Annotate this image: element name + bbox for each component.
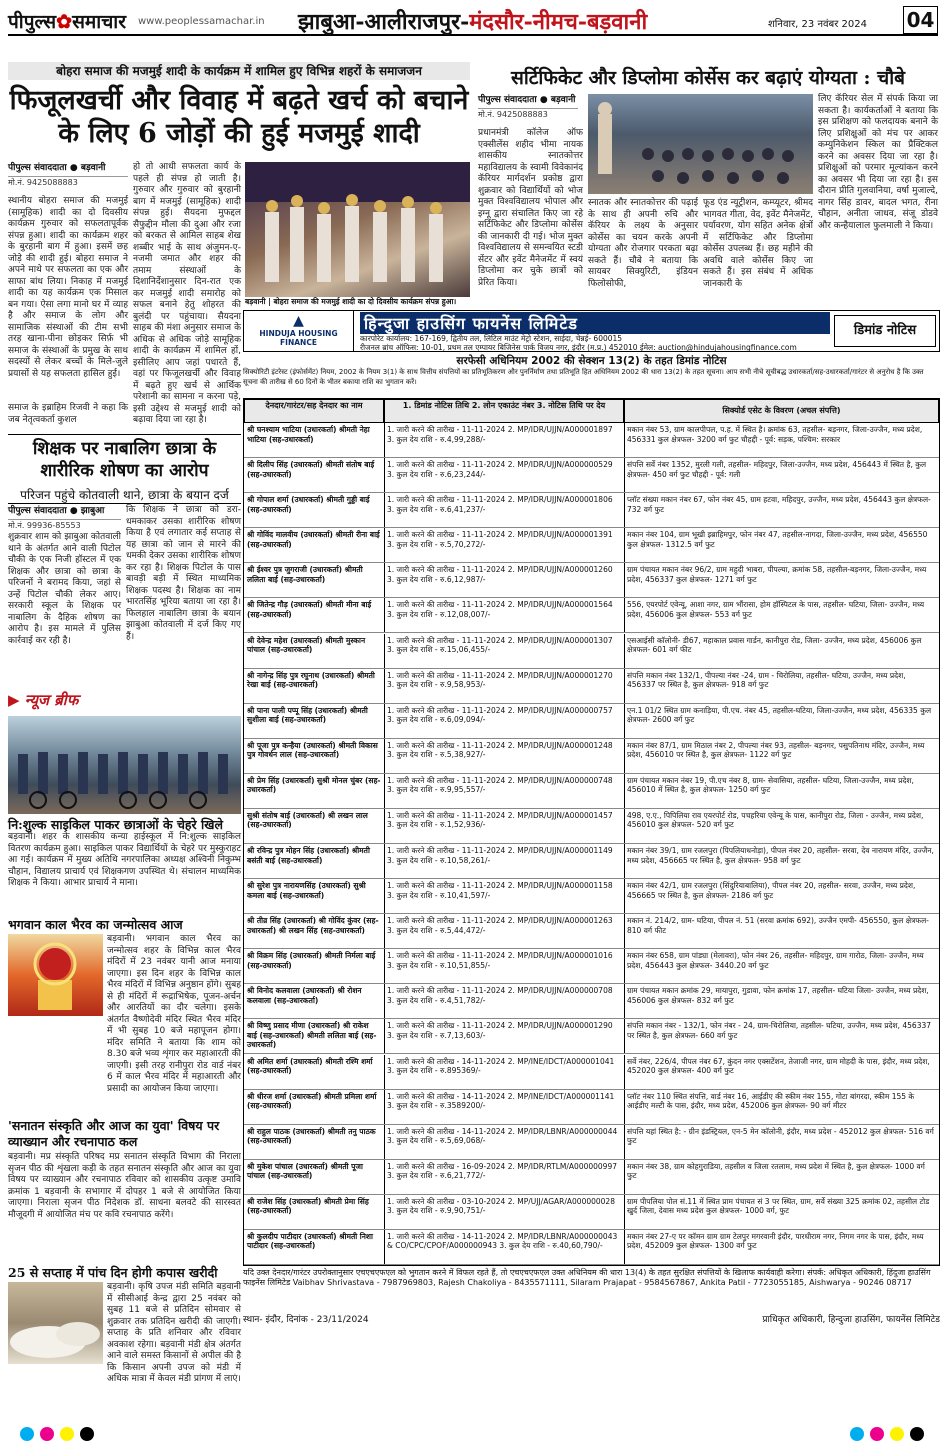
table-row <box>244 1019 939 1054</box>
students-illustration <box>8 716 241 814</box>
column-divider <box>384 563 385 597</box>
column-divider <box>624 844 625 878</box>
cyan-swatch-right-icon <box>850 1427 864 1441</box>
borrower-cell: श्री पूजा पुत्र कन्हैया (उधारकर्ता) श्रीमती विकास पुत्र गोवर्धन लाल (सह-उधारकर्ता) <box>247 740 378 760</box>
notice-ref-cell: 1. जारी करने की तारीख - 11-11-2024 2. MP/IDR/UJJN/A000001158 3. कुल देय राशि - रु.10,41,597/- <box>387 881 613 900</box>
column-divider <box>624 458 625 492</box>
property-cell: मकान नंबर 39/1, ग्राम रजलपुरा (पिपलियाधनोड़ा), पीपल नंबर 20, तहसील- सरवा, देव नारायण मंदिर, उज्जैन, मध्य प्रदेश, 456665 पर स्थित है, कुल क्षेत्रफल- 958 वर्ग फुट <box>627 846 934 865</box>
property-cell: प्लॉट नंबर 110 स्थित संपत्ति, वार्ड नंबर 16, आईडीए की स्कीम नंबर 155, गोटा बांगरदा, स्कीम 155 के आईडीए मल्टी के पास, इंदौर, मध्य प्रदेश, 452006 कुल क्षेत्रफल- 90 वर्ग मीटर <box>627 1091 915 1111</box>
column-divider <box>624 423 625 457</box>
borrower-cell: श्री गोविंद मालवीय (उधारकर्ता) श्रीमती रीना बाई (सह-उधारकर्ता) <box>247 530 380 549</box>
hinduja-logo: ▲ HINDUJA HOUSING FINANCE <box>244 311 354 351</box>
col-header-property: सिक्योर्ड एसेट के विवरण (अचल संपत्ति) <box>624 399 939 423</box>
borrower-cell: श्री सुरेश पुत्र नारायणसिंह (उधारकर्ता) सुश्री कमला बाई (सह-उधारकर्ता) <box>247 881 366 900</box>
notice-ref-cell: 1. जारी करने की तारीख - 11-11-2024 2. MP/IDR/UJJN/A000000748 3. कुल देय राशि - रु.9,95,557/- <box>387 775 613 795</box>
lead-mobile: मो.नं. 9425088883 <box>8 178 78 187</box>
property-cell: ग्राम पंचायत मकान नंबर 19, पी.एच नंबर 8, ग्राम- सेवासिया, तहसील- घटिया, जिला-उज्जैन, मध्य प्रदेश, 456010 में स्थित है, कुल क्षेत्रफल- 1250 वर्ग फुट <box>627 775 914 795</box>
brief-arrow-icon: ▶ <box>8 691 25 709</box>
borrower-cell: श्री विनोद कलवाला (उधारकर्ता) श्री रोशन कलवाला (सह-उधारकर्ता) <box>247 986 362 1005</box>
column-divider <box>624 704 625 738</box>
property-cell: 498, ए.ए., पिपिलिया राव एयरपोर्ट रोड, पचहरिया एवेन्यू के पास, कानीपुरा रोड, जिला - उज्जैन, मध्य प्रदेश, 456010 कुल क्षेत्रफल- 520 वर्ग फुट <box>627 810 924 830</box>
notice-ref-cell: 1. जारी करने की तारीख - 14-11-2024 2. MP/IDR/LBNR/A000000043 & CO/CPC/CPOF/A000000943 3. कुल देय राशि - रु.40,60,790/- <box>387 1231 618 1251</box>
property-cell: ग्राम पीपलिया पोल सं.11 में स्थित प्राम पंचायत सं 3 पर स्थित, ग्राम, सर्वे संख्या 325 क्रमांक 02, तहसील टोड खुर्द जिला, देवास मध्य प्रदेश कुल क्षेत्रफल- 1000 वर्ग, फुट <box>627 1196 930 1216</box>
table-row <box>244 458 939 493</box>
notice-place-date: स्थान- इंदौर, दिनांक - 23/11/2024 प्राधिकृत अधिकारी, हिन्दुजा हाउसिंग, फायनेंस लिमिटेड <box>243 1312 940 1325</box>
column-divider <box>624 669 625 703</box>
table-row <box>244 563 939 598</box>
brief4-headline: 25 से सप्ताह में पांच दिन होगी कपास खरीदी <box>8 1265 218 1280</box>
property-cell: संपत्ति यहां स्थित है: - ग्रीन इंडस्ट्रियल, एन-5 मेन कॉलोनी, इंदौर, मध्य प्रदेश - 452012 कुल क्षेत्रफल- 516 वर्ग फुट <box>627 1126 934 1146</box>
property-cell: सर्वे नंबर, 226/4, पीपल नंबर 67, कुंदन नगर एक्सटेंशन, तेजाजी नगर, ग्राम मोहदी के पास, इंदौर, मध्य प्रदेश, 452020 कुल क्षेत्रफल- 400 वर्ग फुट <box>627 1056 930 1075</box>
column-divider <box>384 739 385 773</box>
column-divider <box>384 1090 385 1124</box>
lead-headline: फिजूलखर्ची और विवाह में बढ़ते खर्च को बचाने के लिए 6 जोड़ों की हुई मजमुई शादी <box>9 85 469 149</box>
magenta-swatch-icon <box>40 1427 54 1441</box>
notice-act: सरफेसी अधिनियम 2002 की सेक्शन 13(2) के तहत डिमांड नोटिस <box>456 355 727 367</box>
borrower-cell: श्री घनश्याम भाटिया (उधारकर्ता) श्रीमती नेहा भाटिया (सह-उधारकर्ता) <box>247 425 370 444</box>
borrower-cell: श्री राजेश सिंह (उधारकर्ता) श्रीमती प्रेमा सिंह (सह-उधारकर्ता) <box>247 1196 369 1216</box>
column-divider <box>624 914 625 948</box>
column-divider <box>384 809 385 843</box>
property-cell: मकान नंबर 42/1, ग्राम रजलपुरा (सिंदुरियाबालिया), पीपल नंबर 20, तहसील- सरवा, उज्जैन, मध्य प्रदेश, 456665 पर स्थित है, कुल क्षेत्रफल- 2186 वर्ग फुट <box>627 881 916 900</box>
column-divider <box>384 1230 385 1264</box>
property-cell: संपत्ति सर्वे नंबर 1352, मुरली गली, तहसील- महिदपुर, जिला-उज्जैन, मध्य प्रदेश, 456443 में स्थित है, कुल क्षेत्रफल- 450 वर्ग फुट चौहद्दी - पूर्व: गली <box>627 460 927 479</box>
notice-rows <box>244 423 939 1265</box>
table-row <box>244 1125 939 1160</box>
seminar-photo <box>588 94 813 194</box>
black-swatch-right-icon <box>910 1427 924 1441</box>
borrower-cell: श्री अमित शर्मा (उधारकर्ता) श्रीमती रश्मि शर्मा (सह-उधारकर्ता) <box>247 1056 373 1075</box>
notice-ref-cell: 1. जारी करने की तारीख - 14-11-2024 2. MP/IDR/LBNR/A000000044 3. कुल देय राशि - रु.5,69,068/- <box>387 1126 618 1146</box>
table-row <box>244 669 939 704</box>
property-cell: मकान नंबर 658, ग्राम पांड्या (मेलावरा), फोन नंबर 26, तहसील- महिदपुर, ग्राम गारोठ, जिला- उज्जैन, मध्य प्रदेश, 456443 कुल क्षेत्रफल- 3440.20 वर्ग फुट <box>627 951 924 970</box>
column-divider <box>384 598 385 632</box>
demand-notice-tag: डिमांड नोटिस <box>834 315 936 347</box>
column-divider <box>624 1019 625 1053</box>
column-divider <box>384 914 385 948</box>
column-divider <box>384 669 385 703</box>
notice-ref-cell: 1. जारी करने की तारीख - 11-11-2024 2. MP/IDR/UJJN/A000001248 3. कुल देय राशि - रु.5,38,927/- <box>387 740 613 760</box>
seminar-illustration <box>588 94 813 194</box>
column-divider <box>384 528 385 562</box>
story3-column-4: लिए कॅरियर सेल में संपर्क किया जा सकता है। कार्यकर्ताओं ने बताया कि इस प्रशिक्षण को फलदायक बनाने के लिए प्रशिक्षुओं को मंच पर आकर कम्युनिकेशन स्किल का प्रैक्टिकल करने का अवसर दिया जा रहा है। प्रशिक्षुओं को परमार मूल्यांकन करने का अवसर भी दिया जा रहा है। इस दौरान प्रीति गुलवानिया, वर्षा मुजाल्दे, नागर सिंह डावर, बादल भगत, रीना चौहान, अनीता जाधव, संजू डोडवे और कन्हैयालाल फुलमाली ने किया। <box>818 94 938 231</box>
notice-ref-cell: 1. जारी करने की तारीख - 11-11-2024 2. MP/IDR/UJJN/A000001307 3. कुल देय राशि - रु.15,06,455/- <box>387 635 613 654</box>
borrower-cell: श्री विक्रम सिंह (उधारकर्ता) श्रीमती निर्मला बाई (सह-उधारकर्ता) <box>247 951 376 970</box>
column-divider <box>624 984 625 1018</box>
borrower-cell: श्री नागेन्द्र सिंह पुत्र रघुनाथ (उधारकर्ता) श्रीमती रेखा बाई (सह-उधारकर्ता) <box>247 670 375 690</box>
wedding-photo-illustration <box>245 162 470 297</box>
newspaper-logo: पीपुल्स✿समाचार <box>8 11 126 33</box>
column-divider <box>624 1195 625 1229</box>
property-cell: संपत्ति मकान नंबर - 132/1, फोन नंबर - 24, ग्राम-चिरोलिया, तहसील- घटिया, उज्जैन, मध्य प्रदेश, 456337 पर स्थित है, कुल क्षेत्रफल- 660 वर्ग फुट <box>627 1021 932 1040</box>
story2-byline-box <box>8 505 121 531</box>
notice-company: हिन्दुजा हाउसिंग फायनेंस लिमिटेड <box>360 312 830 334</box>
column-divider <box>624 739 625 773</box>
column-divider <box>624 528 625 562</box>
yellow-swatch-right-icon <box>890 1427 904 1441</box>
cycle-distribution-photo <box>8 716 241 814</box>
borrower-cell: श्री तीव्र सिंह (उधारकर्ता) श्री गोविंद कुंवर (सह-उधारकर्ता) श्री लखन सिंह (सह-उधारकर्ता) <box>247 916 379 935</box>
property-cell: ग्राम पंचायत मकान नंबर 96/2, ग्राम महुदी भाबरा, पीपल्या, क्रमांक 58, तहसील-बड़नगर, जिला-उज्जैन, मध्य प्रदेश, 456337 कुल क्षेत्रफल- 1271 वर्ग फुट <box>627 565 927 584</box>
property-cell: मकान नंबर 87/1, ग्राम मिठाल नंबर 2, पीपल्या नंबर 93, तहसील- बड़नगर, पसुपतिनाथ मंदिर, उज्जैन, मध्य प्रदेश, 456010 पर स्थित है, कुल क्षेत्रफल- 1122 वर्ग फुट <box>627 740 925 760</box>
story3-column-3: फूड एंड न्यूट्रीशन, कम्प्यूटर, श्रीमद भागवत गीता, वेद, इवेंट मैनेजमेंट, पर्यावरण, योग सहित अनेक क्षेत्रों में सर्टिफिकेट और डिप्लोमा कोर्सेस उपलब्ध हैं। छह महीने की अवधि वाले कोर्सेस किए जा सकते हैं। इस संबंध में अधिक जानकारी के <box>703 198 813 289</box>
column-divider <box>384 458 385 492</box>
notice-ref-cell: 1. जारी करने की तारीख - 11-11-2024 2. MP/IDR/UJJN/A000000529 3. कुल देय राशि - रु.6,23,244/- <box>387 460 613 479</box>
property-cell: मकान नंबर 27-ए पर कॉमन ग्राम ग्राम टेलपुर मगरवानी इंदौर, पारधीराम नगर, निगम नगर के पास, इंदौर, मध्य प्रदेश, 452009 कुल क्षेत्रफल- 1300 वर्ग फुट <box>627 1231 924 1251</box>
notice-header <box>243 310 940 352</box>
notice-ref-cell: 1. जारी करने की तारीख - 14-11-2024 2. MP/INE/IDCT/A000001041 3. कुल देय राशि - रु.895369/- <box>387 1056 615 1075</box>
col-header-borrower: देनदार/गारंटर/सह देनदार का नाम <box>244 399 384 423</box>
notice-ref-cell: 1. जारी करने की तारीख - 03-10-2024 2. MP/UJJ/AGAR/A000000028 3. कुल देय राशि - रु.9,90,751/- <box>387 1196 615 1216</box>
yellow-swatch-icon <box>60 1427 74 1441</box>
table-row <box>244 634 939 669</box>
column-divider <box>384 844 385 878</box>
property-cell: मकान नं. 214/2, ग्राम- घटिया, पीपल नं. 51 (सरवा क्रमांक 692), उज्जैन एमपी- 456550, कुल क्षेत्रफल- 810 वर्ग फीट <box>627 916 929 935</box>
magenta-swatch-right-icon <box>870 1427 884 1441</box>
wedding-photo-caption: बड़वानी | बोहरा समाज की मजमुई शादी का दो दिवसीय कार्यक्रम संपन्न हुआ। <box>245 297 470 309</box>
story3-column-2: स्नातक और स्नातकोत्तर की पढ़ाई के साथ ही अपनी रुचि और कॅरियर के लक्ष्य के अनुसार कोर्सेस का चयन करके अपनी योग्यता और रोजगार परकता बढ़ा सकते हैं। चौबे ने बताया कि सायबर सिक्युरिटी, इंडियन फिलोसोफी, <box>588 198 698 289</box>
col-header-notice: 1. डिमांड नोटिस तिथि 2. लोन एकाउंट नंबर 3. नोटिस तिथि पर देय <box>384 399 624 423</box>
story3-column-1: प्रधानमंत्री कॉलेज ऑफ एक्सीलेंस शहीद भीमा नायक शासकीय स्नातकोत्तर महाविद्यालय के स्वामी विवेकानंद कॅरियर मार्गदर्शन प्रकोष्ठ द्वारा शुक्रवार को विद्यार्थियों को भोज मुक्त विश्वविद्यालय भोपाल और इग्नू द्वारा संचालित किए जा रहे सर्टिफिकेट और डिप्लोमा कोर्सेस की जानकारी दी गई। भोज मुक्त विश्वविद्यालय से समन्वयित स्टडी सेंटर और इवेंट मैनेजमेंट में स्वयं डिप्लोमा कर चुके छात्रों को प्रेरित किया। <box>478 128 583 288</box>
column-divider <box>624 1125 625 1159</box>
property-cell: एसआईसी कॉलोनी- डी67, महाकाल प्रवास गार्डन, कानीपुरा रोड, जिला- उज्जैन, मध्य प्रदेश, 456006 कुल क्षेत्रफल- 601 वर्ग फीट <box>627 635 922 654</box>
borrower-cell: श्री प्रेम सिंह (उधारकर्ता) सुश्री मोनल चुंबर (सह-उधारकर्ता) <box>247 775 381 795</box>
cotton-market-photo <box>8 1282 103 1364</box>
notice-ref-cell: 1. जारी करने की तारीख - 11-11-2024 2. MP/IDR/UJJN/A000001564 3. कुल देय राशि - रु.12,08,007/- <box>387 600 613 619</box>
property-cell: मकान नंबर 53, ग्राम कालपीपल, प.ह. में स्थित है। क्रमांक 63, तहसील- बड़नगर, जिला-उज्जैन, मध्य प्रदेश, 456331 कुल क्षेत्रफल- 3200 वर्ग फुट चौहद्दी - पूर्व: सड़क, पश्चिम: सरकार <box>627 425 923 444</box>
notice-footer: यदि उक्त देनदार/गारंटर उपरोक्तानुसार एचएचएफएल को भुगतान करने में विफल रहते हैं, तो एचएचएफएल उक्त अधिनियम की धारा 13(4) के तहत सुरक्षित संपत्तियों के खिलाफ कार्यवाही करेगा। संपर्क: अधिकृत अधिकारी, हिंदुजा हाउसिंग फाइनेंस लिमिटेड Vaibhav Shrivastava - 7987969803, Rajesh Chakoliya - 8435571111, Silaram Prajapat - 9584567867, Ankita Patil - 7723055185, Aishwarya - 90246 08717 <box>243 1268 931 1287</box>
column-divider <box>624 598 625 632</box>
borrower-cell: श्री कुलदीप पाटीदार (उधारकर्ता) श्रीमती निशा पाटीदार (सह-उधारकर्ता) <box>247 1231 373 1251</box>
column-divider <box>624 493 625 527</box>
table-row <box>244 1230 939 1265</box>
brief1-headline: नि:शुल्क साइकिल पाकर छात्राओं के चेहरे खिले <box>8 817 223 832</box>
borrower-cell: सुश्री संतोष बाई (उधारकर्ता) श्री लखन लाल (सह-उधारकर्ता) <box>247 810 368 830</box>
property-cell: एन.1 01/2 स्थित ग्राम कनाड़िया, पी.एच. नंबर 45, तहसील-घटिया, जिला-उज्जैन, मध्य प्रदेश, 456335 कुल क्षेत्रफल- 2600 वर्ग फुट <box>627 705 932 725</box>
cyan-swatch-icon <box>20 1427 34 1441</box>
column-divider <box>384 423 385 457</box>
column-divider <box>384 1195 385 1229</box>
region-title: झाबुआ-आलीराजपुर-मंदसौर-नीमच-बड़वानी <box>298 9 648 35</box>
borrower-cell: श्री जितेन्द्र गौड़ (उधारकर्ता) श्रीमती मीना बाई (सह-उधारकर्ता) <box>247 600 372 619</box>
table-row <box>244 949 939 984</box>
notice-reg-office: कारपोरेट कार्यालय: 167-169, द्वितीय तल, लिटिल माउंट मेट्रो स्टेशन, साईदा, चेन्नई- 600015 <box>360 334 623 343</box>
table-row <box>244 598 939 633</box>
table-row <box>244 528 939 563</box>
divider <box>8 434 241 435</box>
column-divider <box>624 949 625 983</box>
issue-date: शनिवार, 23 नवंबर 2024 <box>768 19 867 30</box>
notice-ref-cell: 1. जारी करने की तारीख - 11-11-2024 2. MP/IDR/UJJN/A000001897 3. कुल देय राशि - रु.4,99,288/- <box>387 425 613 444</box>
table-row <box>244 1055 939 1090</box>
color-registration-strip <box>0 1425 945 1445</box>
column-divider <box>624 634 625 668</box>
notice-ref-cell: 1. जारी करने की तारीख - 11-11-2024 2. MP/IDR/UJJN/A000001260 3. कुल देय राशि - रु.6,12,987/- <box>387 565 613 584</box>
page-number: 04 <box>903 6 938 34</box>
column-divider <box>624 1090 625 1124</box>
column-divider <box>384 949 385 983</box>
column-divider <box>384 879 385 913</box>
column-divider <box>624 1230 625 1264</box>
property-cell: प्लॉट संख्या मकान नंबर 67, फोन नंबर 45, ग्राम हटवा, महिदपुर, उज्जैन, मध्य प्रदेश, 456443 कुल क्षेत्रफल- 732 वर्ग फुट <box>627 495 931 514</box>
story2-column-1: शुक्रवार शाम को झाबुआ कोतवाली थाने के अंतर्गत आने वाली पिटोल चौकी के एक निजी हॉस्टल में एक शिक्षक और छात्रा को छात्रा के परिजनों ने बरामद किया, जहां से उन्हें पिटोल चौकी लेकर आए। सरकारी स्कूल के शिक्षक पर नाबालिग के दैहिक शोषण का आरोप है। इस मामले में पुलिस कार्रवाई कर रही है। <box>8 532 121 646</box>
notice-branch: रीजनल ब्रांच ऑफिस: 10-01, प्रथम तल एम्पायर बिजिनेस पार्क विजय नगर, इंदौर (म.प्र.) 452010 ईमेल: auction@hindujahousingfinance.com <box>360 343 797 352</box>
column-divider <box>384 704 385 738</box>
deity-illustration <box>8 934 103 1016</box>
table-row <box>244 914 939 949</box>
table-row <box>244 844 939 879</box>
borrower-cell: श्री रविन्द्र पुत्र मोहन सिंह (उधारकर्ता) श्रीमती बसंती बाई (सह-उधारकर्ता) <box>247 846 370 865</box>
story3-byline-box <box>478 94 578 120</box>
notice-ref-cell: 1. जारी करने की तारीख - 11-11-2024 2. MP/IDR/UJJN/A000001270 3. कुल देय राशि - रु.9,58,953/- <box>387 670 613 690</box>
notice-ref-cell: 1. जारी करने की तारीख - 14-11-2024 2. MP/INE/IDCT/A000001141 3. कुल देय राशि - रु.3589200/- <box>387 1091 615 1111</box>
table-row <box>244 809 939 844</box>
column-divider <box>624 1160 625 1194</box>
hinduja-logo-icon: ▲ <box>293 313 304 329</box>
story2-mobile: मो.नं. 99936-85553 <box>8 521 81 530</box>
notice-ref-cell: 1. जारी करने की तारीख - 11-11-2024 2. MP/IDR/UJJN/A000001016 3. कुल देय राशि - रु.10,51,855/- <box>387 951 613 970</box>
table-row <box>244 704 939 739</box>
column-divider <box>384 1019 385 1053</box>
brief2-headline: भगवान काल भैरव का जन्मोत्सव आज <box>8 917 183 932</box>
column-divider <box>624 809 625 843</box>
notice-ref-cell: 1. जारी करने की तारीख - 11-11-2024 2. MP/IDR/UJJN/A000000757 3. कुल देय राशि - रु.6,09,094/- <box>387 705 613 725</box>
story2-subheadline: परिजन पहुंचे कोतवाली थाने, छात्रा के बयान दर्ज <box>8 486 241 504</box>
masthead <box>8 6 938 36</box>
property-cell: संपत्ति मकान नंबर 132/1, पीपल्या नंबर -24, ग्राम - चिरोलिया, तहसील- घटिया, उज्जैन, मध्य प्रदेश, 456337 पर स्थित है, कुल क्षेत्रफल- 918 वर्ग फुट <box>627 670 906 690</box>
notice-signatory: प्राधिकृत अधिकारी, हिन्दुजा हाउसिंग, फायनेंस लिमिटेड <box>762 1315 940 1325</box>
notice-intro: सिक्योरिटी इंटरेस्ट (इंफोर्समेंट) नियम, 2002 के नियम 3(1) के साथ वित्तीय संपत्तियों का प्रतिभूतिकरण और पुनर्निर्माण तथा प्रतिभूति हित अधिनियम 2002 की धारा 13(2) के तहत सूचना। आप सभी नीचे सूचीबद्ध उधारकर्ता/सह-उधारकर्ता/गारंटर से अनुरोध है कि उक्त सूचना की तारीख से 60 दिनों के भीतर बकाया राशि का भुगतान करें। <box>243 368 924 386</box>
column-divider <box>624 563 625 597</box>
brief1-text: बड़वानी। शहर के शासकीय कन्या हाईस्कूल में नि:शुल्क साइकिल वितरण कार्यक्रम हुआ। साइकिल पाकर विद्यार्थियों के चेहरे पर मुस्कुराहट आ गई। कार्यक्रम में मुख्य अतिथि नगरपालिका अध्यक्ष अश्विनी निकुम्भ चौहान, विद्यालय प्राचार्य एवं शिक्षकगण उपस्थित थे। संचालन माध्यमिक शिक्षक ने किया। आभार प्राचार्य ने माना। <box>8 832 241 888</box>
table-row <box>244 879 939 914</box>
column-divider <box>384 1160 385 1194</box>
brief2-text-wrap: बड़वानी। भगवान काल भैरव का जन्मोत्सव शहर के विभिन्न काल भैरव मंदिरों में 23 नवंबर यानी आज मनाया जाएगा। इस दिन शहर के विभिन्न काल भैरव मंदिरों में विभिन्न अनुष्ठान होंगे। सुबह से ही मंदिरों में रूद्राभिषेक, पूजन-अर्चन और आरतियों का दौर चलेगा। इसके अंतर्गत वैष्णोदेवी मंदिर स्थित भैरव मंदिर में भी सुबह 10 बजे महापूजन होगा। मंदिर समिति ने बताया कि शाम को 8.30 बजे भव्य शृंगार कर महाआरती की जाएगी। इसी तरह रानीपुरा रोड वार्ड नंबर 6 में काल भैरव मंदिर में महाआरती और प्रसादी का आयोजन किया जाएगा। <box>107 934 241 1094</box>
brief2-text <box>8 934 241 1114</box>
column-divider <box>624 879 625 913</box>
table-row <box>244 774 939 809</box>
lead-column-1: स्थानीय बोहरा समाज की मजमुई (सामूहिक) शादी का दो दिवसीय कार्यक्रम गुरुवार को सफलतापूर्वक संपन्न हुआ। शादी का कार्यक्रम शहर के बुरहानी बाग में हुआ। इसमें छह जोड़े की शादी हुई। बोहरा समाज ने अपने माथे पर सफलता का एक और साफा बांध लिया। निकाह में मजमुई शादी का यह कार्यक्रम एक मिसाल बन गया। ऐसा लगा मानो घर में व्याह है और समाज के लोग और सामाजिक संस्थाओं की टीम सभी तरह खाना-पीना छोड़कर सिर्फ़ भी समाज के संस्थाओं के प्रमुख के साथ सदस्यों से लेकर बच्चों के मिले-जुले प्रयासों से यह सफलता हासिल हुई। <box>8 196 128 379</box>
borrower-cell: श्री विष्णु प्रसाद मीणा (उधारकर्ता) श्री राकेश बाई (सह-उधारकर्ता) श्रीमती ललिता बाई (सह-उधारकर्ता) <box>247 1021 377 1050</box>
notice-ref-cell: 1. जारी करने की तारीख - 11-11-2024 2. MP/IDR/UJJN/A000000708 3. कुल देय राशि - रु.4,51,782/- <box>387 986 613 1005</box>
borrower-cell: श्री गोपाल शर्मा (उधारकर्ता) श्रीमती गुड्डी बाई (सह-उधारकर्ता) <box>247 495 370 514</box>
column-divider <box>384 1125 385 1159</box>
story3-mobile: मो.नं. 9425088883 <box>478 110 548 119</box>
logo-mark-icon: ✿ <box>56 11 73 33</box>
story2-byline: पीपुल्स संवाददाता ● झाबुआ <box>8 505 121 520</box>
notice-ref-cell: 1. जारी करने की तारीख - 11-11-2024 2. MP/IDR/UJJN/A000001290 3. कुल देय राशि - रु.7,13,603/- <box>387 1021 613 1040</box>
notice-ref-cell: 1. जारी करने की तारीख - 11-11-2024 2. MP/IDR/UJJN/A000001149 3. कुल देय राशि - रु.10,58,261/- <box>387 846 613 865</box>
column-divider <box>384 774 385 808</box>
notice-company-block <box>360 312 830 352</box>
notice-ref-cell: 1. जारी करने की तारीख - 11-11-2024 2. MP/IDR/UJJN/A000001391 3. कुल देय राशि - रु.5,70,272/- <box>387 530 613 549</box>
property-cell: मकान नंबर 38, ग्राम कोहगुराडिया, तहसील व जिला रतलाम, मध्य प्रदेश में स्थित है, कुल क्षेत्रफल- 1000 वर्ग फुट <box>627 1161 925 1181</box>
black-swatch-icon <box>80 1427 94 1441</box>
borrower-cell: श्री ईश्वर पुत्र जुगराजी (उधारकर्ता) श्रीमती ललिता बाई (सह-उधारकर्ता) <box>247 565 363 584</box>
story3-byline: पीपुल्स संवाददाता ● बड़वानी <box>478 94 578 109</box>
property-cell: ग्राम पंचायत मकान क्रमांक 29, मायापुरा, गुडावा, फोन क्रमांक 17, तहसील- घटिया जिला- उज्जैन, मध्य प्रदेश, 456006 कुल क्षेत्रफल- 832 वर्ग फुट <box>627 986 929 1005</box>
story2-column-2: कि शिक्षक ने छात्रा को डरा-धमकाकर उसका शारीरिक शोषण किया है एवं लगातार कई सप्ताह से यह छात्रा को जान से मारने की धमकी देकर उसका शारीरिक शोषण कर रहा है। शिक्षक पिटोल के पास बावड़ी बड़ी में स्थित माध्यमिक शिक्षक पदस्थ है। शिक्षक का नाम भारतसिंह भूरिया बताया जा रहा है। फिलहाल नाबालिग छात्रा के बयान झाबुआ कोतवाली में दर्ज किए गए हैं। <box>126 505 241 642</box>
notice-ref-cell: 1. जारी करने की तारीख - 11-11-2024 2. MP/IDR/UJJN/A000001457 3. कुल देय राशि - रु.1,52,936/- <box>387 810 613 830</box>
borrower-cell: श्री दिलीप सिंह (उधारकर्ता) श्रीमती संतोष बाई (सह-उधारकर्ता) <box>247 460 375 479</box>
table-row <box>244 984 939 1019</box>
lead-column-1b: समाज के इब्राहिम रिजवी ने कहा कि जब नेतृत्वकर्ता कुशल <box>8 403 128 425</box>
borrower-cell: श्री धीरज शर्मा (उधारकर्ता) श्रीमती प्रमिला शर्मा (सह-उधारकर्ता) <box>247 1091 377 1111</box>
borrower-cell: श्री मुकेश पांचाल (उधारकर्ता) श्रीमती पूजा पांचाल (सह-उधारकर्ता) <box>247 1161 363 1181</box>
lead-column-2: हो तो आधी सफलता कार्य के पहले ही संपन्न हो जाती है। गुरुवार और गुरुवार को बुरहानी बाग में मजमुई (सामूहिक) शादी संपन्न हुई। सैयदना मुफद्दल सैफुद्दीन मौला की दुआ और रजा को बरकत से आमिल साहब शेख शब्बीर भाई के साथ अंजुमन-ए-नजमी जमात और शहर की तमाम संस्थाओं के दिशानिर्देशानुसार दिन-रात एक कर मजमुई शादी समारोह को सफल बनाने हेतु शोहरत की बुलंदी पर पहुंचाया। सैयदना साहब की मंशा अनुसार समाज के अधिक से अधिक जोड़े सामूहिक शादी के कार्यक्रम में शामिल हों, इसीलिए आप जहां पधारते हैं, वहां पर फिजूलखर्ची और विवाह में बढ़ते हुए खर्च से आर्थिक परेशानी का सामना न करना पड़े, इसी उद्देश्य से मजमुई शादी को बढ़ावा दिया जा रहा है। <box>133 162 241 425</box>
notice-ref-cell: 1. जारी करने की तारीख - 11-11-2024 2. MP/IDR/UJJN/A000001806 3. कुल देय राशि - रु.6,41,237/- <box>387 495 613 514</box>
lead-kicker: बोहरा समाज की मजमुई शादी के कार्यक्रम में शामिल हुए विभिन्न शहरों के समाजजन <box>8 62 470 80</box>
column-divider <box>624 774 625 808</box>
brief4-text: बड़वानी। कृषि उपज मंडी समिति बड़वानी में सीसीआई केन्द्र द्वारा 25 नवंबर को सुबह 11 बजे से प्रतिदिन सोमवार से शुक्रवार तक प्रतिदिन खरीदी की जाएगी। सप्ताह के प्रति शनिवार और रविवार अवकाश रहेगा। बड़वानी मंडी क्षेत्र अंतर्गत आने वाले समस्त किसानों से अपील की है कि किसान अपनी उपज को मंडी में अधिक मात्रा में केवल मंडी प्रांगण में लाएं। <box>107 1282 241 1384</box>
brief3-headline: 'सनातन संस्कृति और आज का युवा' विषय पर व्याख्यान और रचनापाठ कल <box>8 1118 220 1149</box>
property-cell: मकान नंबर 104, ग्राम भूखी इब्राहिमपुर, फोन नंबर 47, तहसील-नागदा, जिला-उज्जैन, मध्य प्रदेश, 456550 कुल क्षेत्रफल- 1312.5 वर्ग फुट <box>627 530 928 549</box>
table-row <box>244 739 939 774</box>
website-url: www.peoplessamachar.in <box>138 16 265 27</box>
borrower-cell: श्री राहुल पाठक (उधारकर्ता) श्रीमती तनु पाठक (सह-उधारकर्ता) <box>247 1126 376 1146</box>
column-divider <box>624 1055 625 1089</box>
table-row <box>244 1090 939 1125</box>
table-row <box>244 1160 939 1195</box>
brief3-text: बड़वानी। मप्र संस्कृति परिषद मप्र सनातन संस्कृति विभाग की निराला सृजन पीठ की शृंखला कड़ी के तहत सनातन संस्कृति और आज का युवा विषय पर व्याख्यान और रचनापाठ रविवार को शासकीय उत्कृष्ट उमावि क्रमांक 1 बड़वानी के सभागार में दोपहर 1 बजे से आयोजित किया जाएगा। निराला सृजन पीठ निदेशक डॉ. साधना बलवटे की सारस्वत मौजूदगी में आयोजित मंच पर कवि रचनापाठ करेंगे। <box>8 1152 241 1220</box>
column-divider <box>384 493 385 527</box>
cotton-pile-illustration <box>8 1282 103 1364</box>
kaal-bhairav-photo <box>8 934 103 1016</box>
notice-table <box>243 398 940 1266</box>
column-divider <box>384 984 385 1018</box>
story3-headline: सर्टिफिकेट और डिप्लोमा कोर्सेस कर बढ़ाएं योग्यता : चौबे <box>510 67 905 89</box>
table-row <box>244 1195 939 1230</box>
property-cell: 556, एयरपोर्ट एवेन्यू, आशा नगर, ग्राम भौंरासा, होम हॉस्पिटल के पास, तहसील- घटिया, जिला- उज्जैन, मध्य प्रदेश, 456006 कुल क्षेत्रफल- 553 वर्ग फुट <box>627 600 925 619</box>
wedding-photo <box>245 162 470 297</box>
notice-ref-cell: 1. जारी करने की तारीख - 16-09-2024 2. MP/IDR/RTLM/A000000997 3. कुल देय राशि - रु.6,21,772/- <box>387 1161 617 1181</box>
borrower-cell: श्री पाना पाली पप्पू सिंह (उधारकर्ता) श्रीमती सुशीला बाई (सह-उधारकर्ता) <box>247 705 368 725</box>
table-row <box>244 493 939 528</box>
borrower-cell: श्री देवेन्द्र महेश (उधारकर्ता) श्रीमती मुस्कान पांचाल (सह-उधारकर्ता) <box>247 635 366 654</box>
notice-ref-cell: 1. जारी करने की तारीख - 11-11-2024 2. MP/IDR/UJJN/A000001263 3. कुल देय राशि - रु.5,44,472/- <box>387 916 613 935</box>
lead-byline: पीपुल्स संवाददाता ● बड़वानी <box>8 162 128 177</box>
news-brief-title: ▶ न्यूज ब्रीफ <box>8 691 79 709</box>
story2-headline: शिक्षक पर नाबालिग छात्रा के शारीरिक शोषण का आरोप <box>32 439 217 481</box>
lead-byline-box <box>8 162 128 188</box>
table-row <box>244 423 939 458</box>
column-divider <box>384 634 385 668</box>
column-divider <box>384 1055 385 1089</box>
